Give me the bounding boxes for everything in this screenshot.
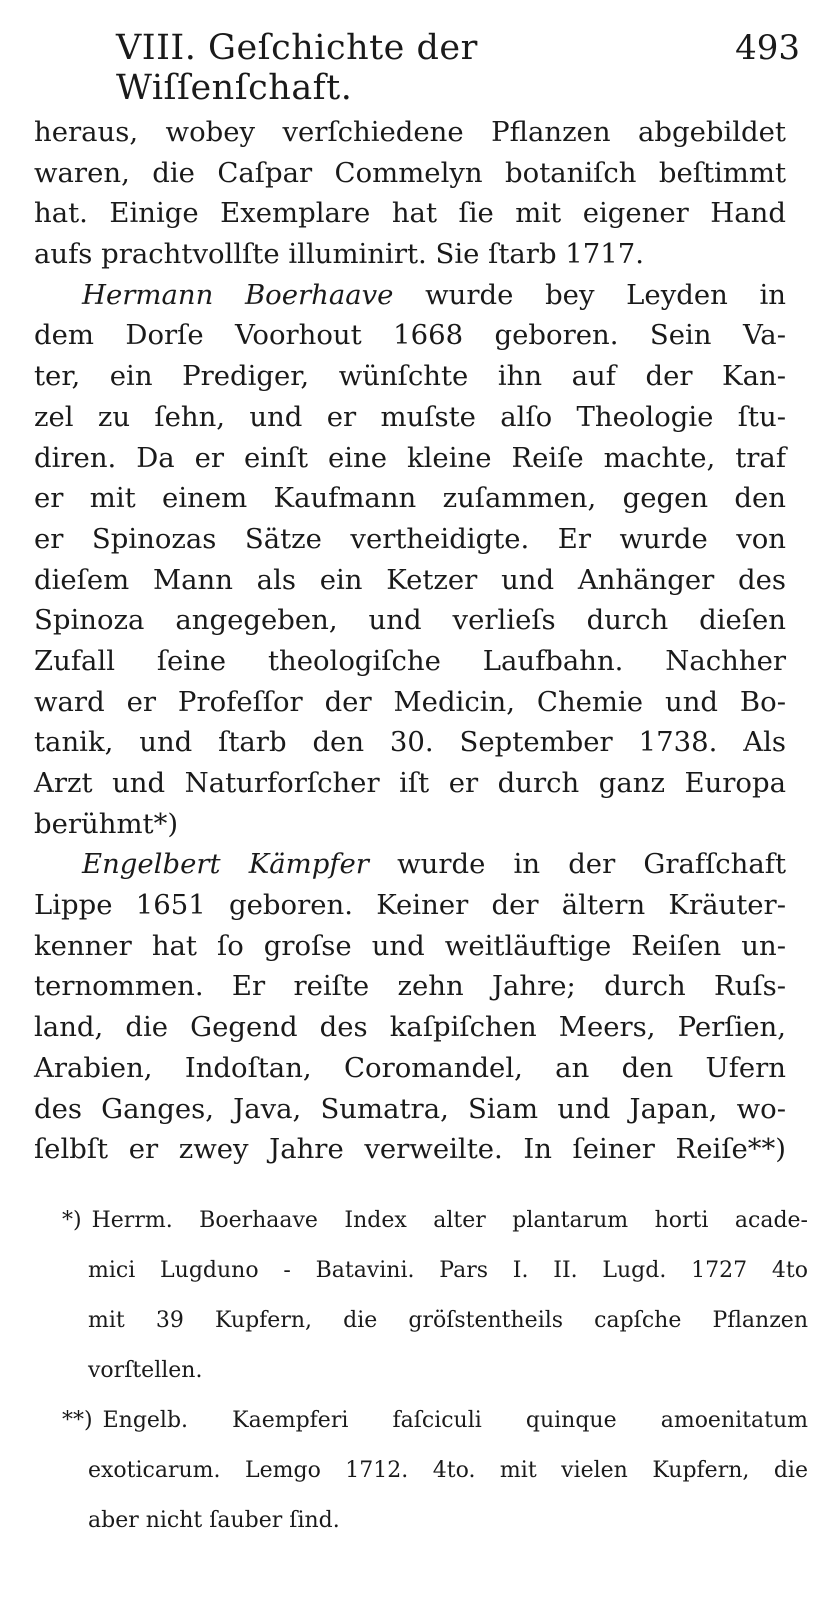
text-line: Lippe 1651 geboren. Keiner der ältern Kräuter-	[34, 889, 786, 922]
text-line: Arzt und Naturforſcher iſt er durch ganz Europa	[34, 767, 786, 799]
running-head: VIII. Geſchichte der Wiſſenſchaft.	[116, 28, 478, 108]
text-line: tanik, und ſtarb den 30. September 1738. Als	[34, 726, 786, 759]
text-line	[34, 275, 786, 316]
text-line: aufs prachtvollſte illuminirt. Sie ſtarb 1717.	[34, 238, 645, 271]
footnote-text: Engelb. Kaempferi faſciculi quinque amoenitatum	[102, 1407, 808, 1433]
footnote-line: aber nicht ſauber ſind.	[88, 1507, 340, 1533]
footnote-marker: **)	[62, 1407, 93, 1433]
text-line: ter, ein Prediger, wünſchte ihn auf der Kan-	[34, 360, 786, 393]
text-line: er Spinozas Sätze vertheidigte. Er wurde von	[34, 522, 786, 555]
text-fragment: wurde in der Grafſchaft	[397, 848, 786, 881]
text-line: Spinoza angegeben, und verlieſs durch dieſen	[34, 604, 786, 637]
text-line: hat. Einige Exemplare hat ſie mit eigener Hand	[34, 197, 786, 230]
text-line: Zufall ſeine theologiſche Laufbahn. Nachher	[34, 644, 786, 677]
footnote-line	[62, 1196, 808, 1246]
person-name-boerhaave: Hermann Boerhaave	[82, 278, 394, 311]
text-line: kenner hat ſo groſse und weitläuftige Reiſen un-	[34, 929, 786, 962]
text-line: zel zu ſehn, und er muſste alſo Theologie ſtu-	[34, 400, 786, 433]
text-line: dem Dorſe Voorhout 1668 geboren. Sein Va-	[34, 319, 786, 352]
text-line: heraus, wobey verſchiedene Pflanzen abgebildet	[34, 116, 786, 148]
text-line: des Ganges, Java, Sumatra, Siam und Japan, wo-	[34, 1092, 786, 1125]
body-text	[34, 112, 800, 1170]
page-number: 493	[735, 28, 800, 68]
text-line: ward er Profeſſor der Medicin, Chemie und Bo-	[34, 685, 786, 718]
footnote-line: exoticarum. Lemgo 1712. 4to. mit vielen Kupfern, die	[88, 1457, 808, 1483]
person-name-kaempfer: Engelbert Kämpfer	[82, 848, 369, 881]
text-line: diren. Da er einſt eine kleine Reiſe machte, traf	[34, 441, 786, 474]
text-fragment: wurde bey Leyden in	[425, 278, 786, 311]
text-line	[34, 844, 786, 885]
footnote-line: mit 39 Kupfern, die gröſstentheils capſche Pflanzen	[88, 1307, 808, 1333]
footnote-text: Herrm. Boerhaave Index alter plantarum horti acade-	[91, 1207, 808, 1233]
footnote-line	[62, 1396, 808, 1446]
text-line: ternommen. Er reiſte zehn Jahre; durch Ruſs-	[34, 970, 786, 1003]
text-line: dieſem Mann als ein Ketzer und Anhänger des	[34, 563, 786, 596]
footnote-line: mici Lugduno - Batavini. Pars I. II. Lugd. 1727 4to	[88, 1257, 808, 1283]
text-line: er mit einem Kaufmann zuſammen, gegen den	[34, 482, 786, 515]
text-line: land, die Gegend des kaſpiſchen Meers, Perſien,	[34, 1011, 786, 1044]
footnotes	[34, 1196, 808, 1546]
footnote-line: vorſtellen.	[88, 1357, 203, 1383]
footnote-marker: *)	[62, 1207, 82, 1233]
text-line: ſelbſt er zwey Jahre verweilte. In ſeiner Reiſe**)	[34, 1133, 786, 1166]
text-line: Arabien, Indoſtan, Coromandel, an den Ufern	[34, 1051, 786, 1084]
text-line: waren, die Caſpar Commelyn botaniſch beſtimmt	[34, 156, 786, 189]
text-line: berühmt*)	[34, 807, 179, 840]
page-header	[116, 28, 800, 108]
